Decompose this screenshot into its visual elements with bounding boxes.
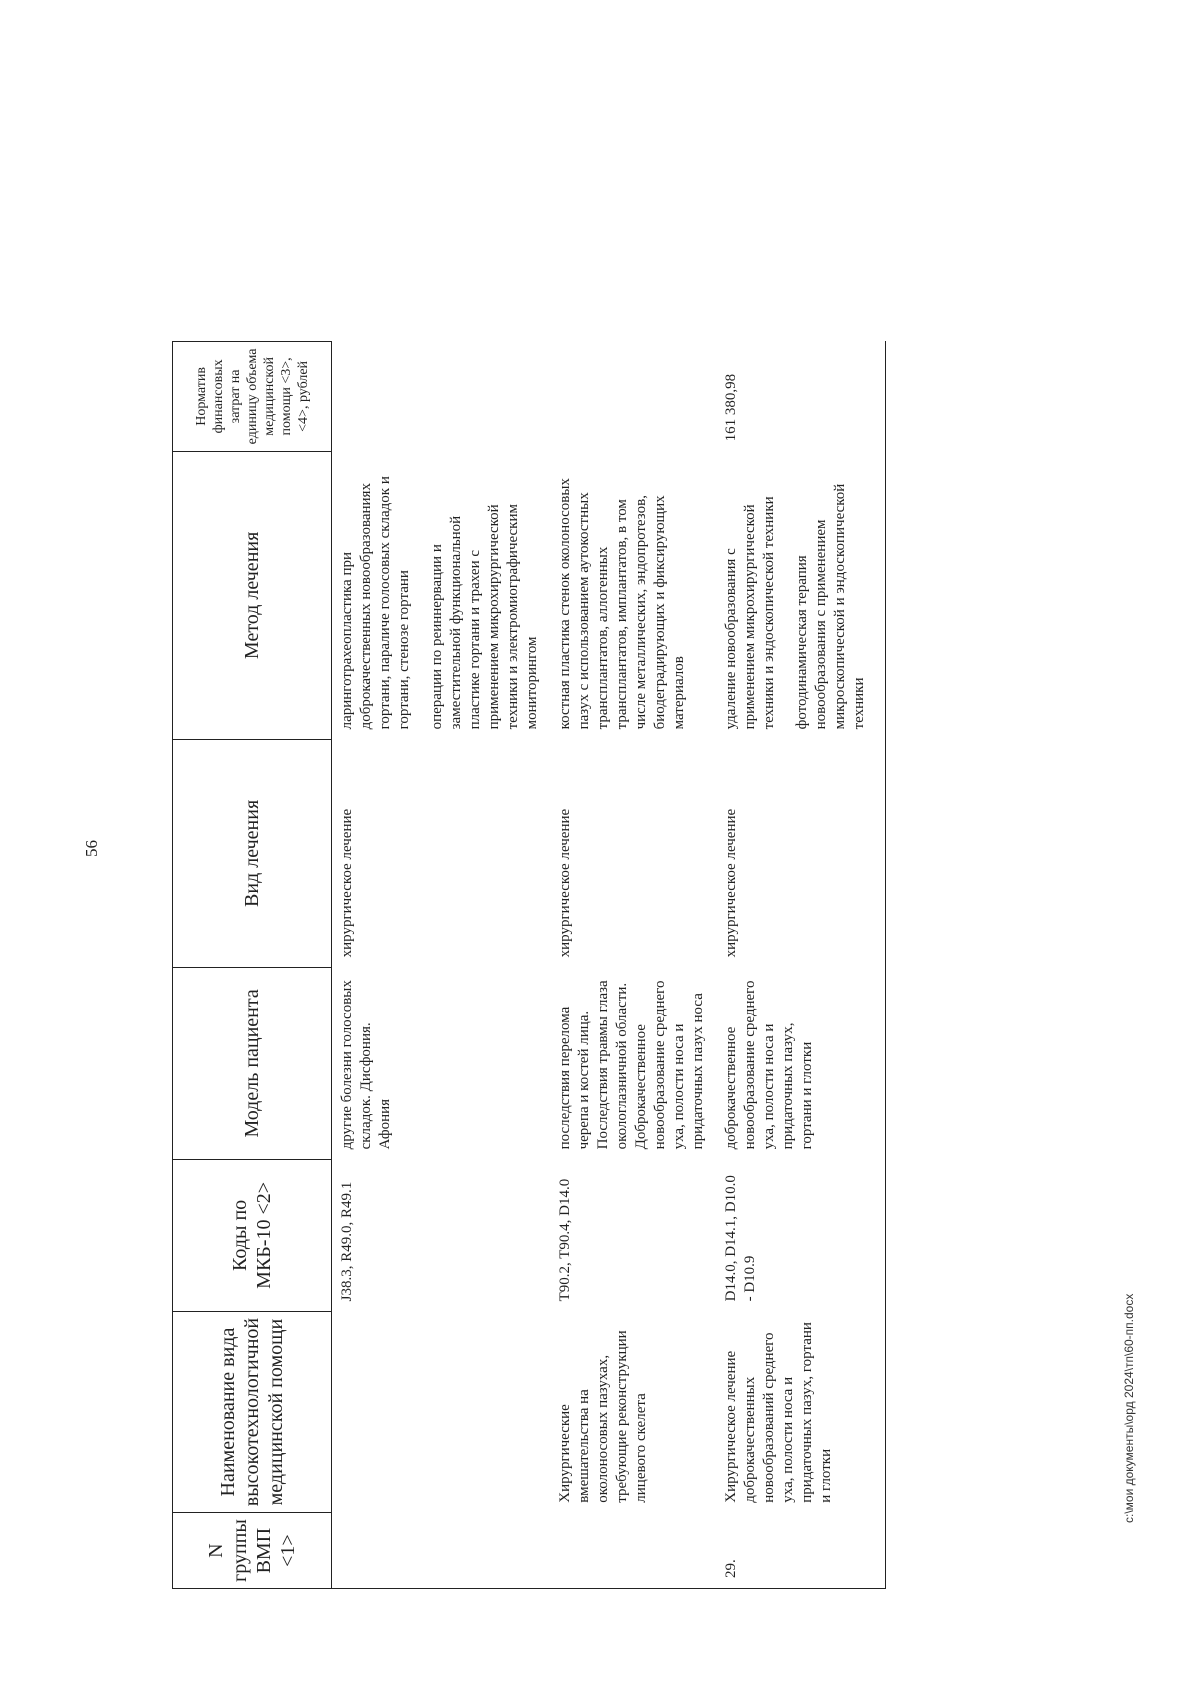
method-text: удаление новообразования с применением микрохирургической техники и эндоскопической техники [723, 496, 777, 730]
column-header-name: Наименование вида высокотехнологичной медицинской помощи [173, 1311, 332, 1512]
cell-model: последствия перелома черепа и костей лица. Последствия травмы глаза окологлазничной области. Доброкачественное новообразование среднего уха, полости носа и придаточных пазух носа [557, 980, 706, 1150]
cell-treatment: хирургическое лечение [339, 808, 355, 958]
method-text: ларинготрахеопластика при доброкачественных новообразованиях гортани, параличе голосовых складок и гортани, стенозе гортани [339, 476, 412, 730]
cell-name: Хирургические вмешательства на околоносовых пазухах, требующие реконструкции лицевого скелета [557, 1330, 649, 1503]
column-header-method: Метод лечения [173, 451, 332, 739]
table-header-row [173, 341, 332, 1588]
column-header-codes: Коды по МКБ-10 <2> [173, 1159, 332, 1311]
cell-cost: 161 380,98 [723, 373, 739, 442]
cell-name [332, 1311, 551, 1512]
cell-codes: T90.2, T90.4, D14.0 [557, 1178, 573, 1302]
method-text: костная пластика стенок околоносовых пазух с использованием аутокостных трансплантатов, аллогенных трансплантатов, имплантатов, в том числе металлических, эндопротезов, биодеградирующих и фиксирующих материалов [557, 478, 687, 730]
cell-group [550, 1513, 716, 1589]
cell-method [550, 451, 716, 739]
cell-method [332, 451, 551, 739]
footer-file-path: c:\мои документы\орд 2024\тп\60-пп.docx [1122, 1293, 1136, 1523]
cell-cost [332, 341, 551, 451]
cell-name: Хирургическое лечение доброкачественных новообразований среднего уха, полости носа и придаточных пазух, гортани и глотки [723, 1322, 834, 1503]
table-row [332, 341, 551, 1588]
table-row [716, 341, 877, 1588]
cell-model: другие болезни голосовых складок. Дисфония. Афония [339, 980, 393, 1150]
cell-group [332, 1513, 551, 1589]
cell-treatment: хирургическое лечение [557, 808, 573, 958]
page-number: 56 [82, 840, 101, 857]
method-text: операции по реиннервации и заместительной функциональной пластике гортани и трахеи с применением микрохирургической техники и электромиографическим мониторингом [429, 504, 540, 730]
cell-cost [550, 341, 716, 451]
cell-method [716, 451, 877, 739]
table-bottom-spacer [877, 341, 886, 1588]
method-text: фотодинамическая терапия новообразования с применением микроскопической и эндоскопической техники [794, 483, 867, 730]
cell-codes: J38.3, R49.0, R49.1 [339, 1181, 355, 1302]
cell-codes: D14.0, D14.1, D10.0 - D10.9 [723, 1175, 758, 1302]
column-header-treatment: Вид лечения [173, 739, 332, 967]
vmp-table [172, 341, 886, 1589]
column-header-model: Модель пациента [173, 967, 332, 1159]
column-header-cost: Норматив финансовых затрат на единицу объема медицинской помощи <3>, <4>, рублей [173, 341, 332, 451]
table-row [550, 341, 716, 1588]
column-header-group: N группы ВМП <1> [173, 1513, 332, 1589]
cell-model: доброкачественное новообразование среднего уха, полости носа и придаточных пазух, гортани и глотки [723, 980, 815, 1150]
cell-group: 29. [716, 1513, 877, 1589]
cell-treatment: хирургическое лечение [723, 808, 739, 958]
